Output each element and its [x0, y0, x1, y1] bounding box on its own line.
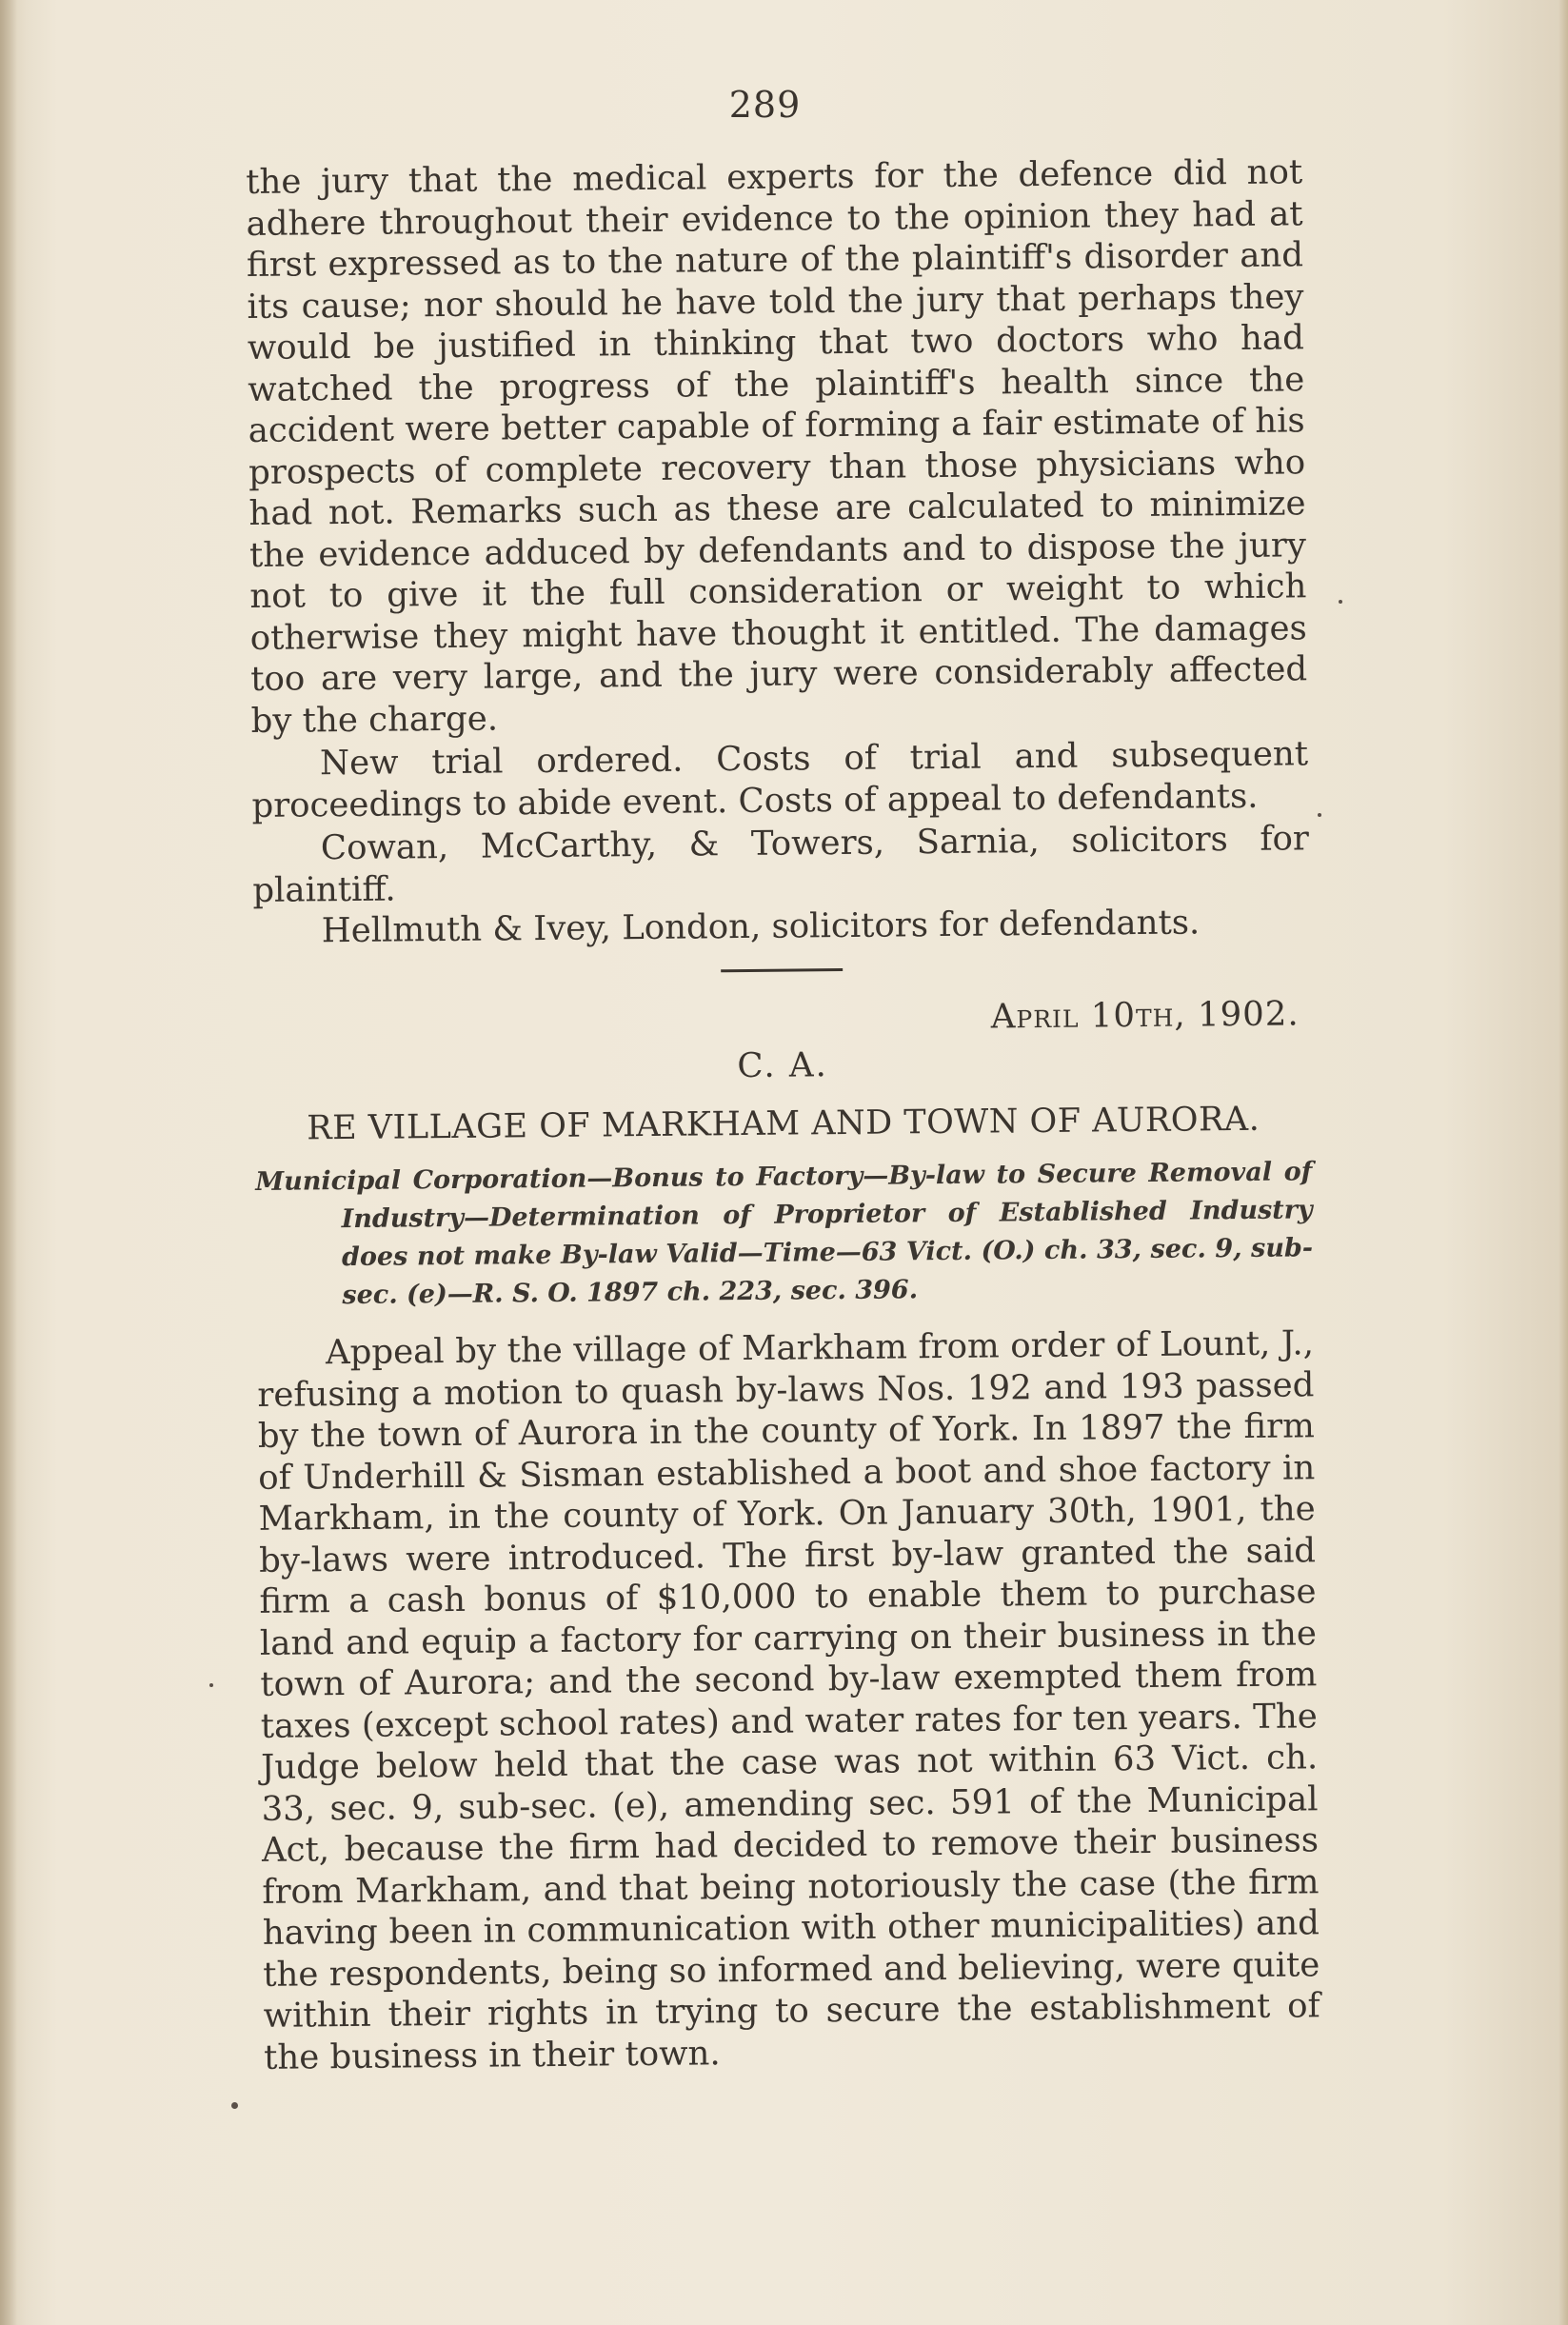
decision-date: April 10th, 1902. [990, 993, 1300, 1037]
ink-speck [1339, 600, 1342, 604]
paragraph-solicitors-defendants: Hellmuth & Ivey, London, solicitors for defendants. [321, 903, 1201, 951]
ink-speck [231, 2102, 238, 2109]
paragraph-order: New trial ordered. Costs of trial and subsequent proceedings to abide event. Costs of appeal to defendants. [251, 734, 1309, 825]
page-edge [1558, 0, 1568, 2325]
gutter-shadow [0, 0, 17, 2325]
ink-speck [1318, 813, 1321, 817]
case-statement: Appeal by the village of Markham from order of Lount, J., refusing a motion to quash by-laws Nos. 192 and 193 passed by the town of Aurora in the county of York. In 1897 the firm of Underhill & Sisman established a boot and shoe factory in Markham, in the county of York. On January 30th, 1901, the by-laws were introduced. The first by-law granted the said firm a cash bonus of $10,000 to enable them to purchase land and equip a factory for carrying on their business in the town of Aurora; and the second by-law exempted them from taxes (except school rates) and water rates for ten years. The Judge below held that the case was not within 63 Vict. ch. 33, sec. 9, sub-sec. (e), amending sec. 591 of the Municipal Act, because the firm had decided to remove their business from Markham, and that being notoriously the case (the firm having been in communication with other municipalities) and the respondents, being so informed and believing, were quite within their rights in trying to secure the establishment of the business in their town. [257, 1323, 1320, 2077]
page-number: 289 [728, 84, 802, 126]
headnote: Municipal Corporation—Bonus to Factory—By-law to Secure Removal of Industry—Determination of Proprietor of Established Industry does not make By-law Valid—Time—63 Vict. (O.) ch. 33, sec. 9, sub-sec. (e)—R. S. O. 1897 ch. 223, sec. 396. [255, 1157, 1314, 1311]
page-text [246, 151, 1320, 2078]
paragraph-solicitors-plaintiff: Cowan, McCarthy, & Towers, Sarnia, solicitors for plaintiff. [252, 819, 1310, 910]
court-designation: C. A. [737, 1045, 829, 1086]
ink-speck [209, 1683, 213, 1687]
case-title: RE VILLAGE OF MARKHAM AND TOWN OF AURORA. [307, 1100, 1260, 1147]
paragraph-continued: the jury that the medical experts for the defence did not adhere throughout their evidence to the opinion they had at first expressed as to the nature of the plaintiff's disorder and its cause; nor should he have told the jury that perhaps they would be justified in thinking that two doctors who had watched the progress of the plaintiff's health since the accident were better capable of forming a fair estimate of his prospects of complete recovery than those physicians who had not. Remarks such as these are calculated to minimize the evidence adduced by defendants and to dispose the jury not to give it the full consideration or weight to which otherwise they might have thought it entitled. The damages too are very large, and the jury were considerably affected by the charge. [246, 152, 1308, 741]
section-divider [721, 968, 843, 972]
